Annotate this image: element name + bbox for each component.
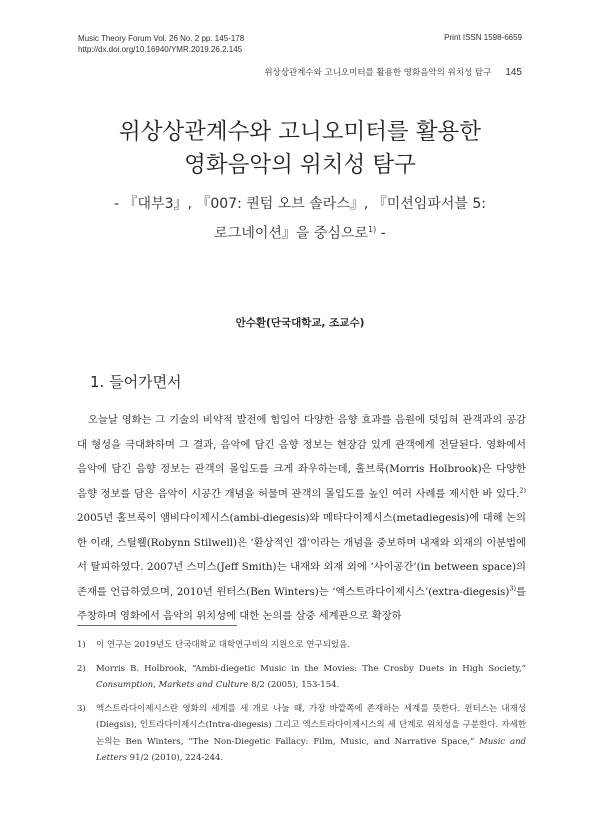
footnote-2	[77, 661, 526, 694]
doi-link[interactable]: http://dx.doi.org/10.16940/YMR.2019.26.2.145	[78, 45, 243, 54]
journal-info	[78, 33, 244, 55]
footnote-ref-1[interactable]: 1)	[367, 225, 377, 234]
title-line-1: 위상상관계수와 고니오미터를 활용한	[118, 119, 482, 145]
subtitle-line-2	[60, 217, 540, 247]
footnote-ref-3[interactable]: 3)	[509, 584, 517, 593]
subtitle-line-1: - 『대부3』, 『007: 퀀텀 오브 솔라스』, 『미션임파서블 5:	[114, 196, 486, 212]
footnotes	[77, 637, 526, 774]
body-text-part-1: 오늘날 영화는 그 기술의 비약적 발전에 힘입어 다양한 음향 효과를 음원에 덧입혀 관객과의 공감대 형성을 극대화하며 그 결과, 음악에 담긴 음향 정보는 현장감 있게 관객에게 전달된다. 영화에서 음악에 담긴 음향 정보는 관객의 몰입도를 크게 좌우하는데, 홀브룩(Morris Holbrook)은 다양한 음향 정보를 담은 음악이 시공간 개념을 허물며 관객의 몰입도를 높인 여러 사례를 제시한 바 있다.	[77, 414, 526, 500]
title-line-2: 영화음악의 위치성 탐구	[184, 152, 416, 178]
footnote-journal-title: Music and Letters	[96, 736, 526, 763]
issn-label: Print ISSN 1598-6659	[444, 33, 522, 42]
footnote-3	[77, 701, 526, 767]
running-title: 위상상관계수와 고니오미터를 활용한 영화음악의 위치성 탐구	[264, 68, 492, 78]
section-title: 들어가면서	[109, 373, 182, 391]
footnote-ref-2[interactable]: 2)	[519, 486, 526, 495]
subtitle-line-2-text: 로그네이션』을 중심으로	[214, 225, 368, 242]
journal-citation: Music Theory Forum Vol. 26 No. 2 pp. 145-178	[78, 34, 245, 43]
author-affiliation: 안수환(단국대학교, 조교수)	[235, 317, 365, 329]
page-number: 145	[505, 67, 522, 78]
section-number: 1.	[90, 373, 105, 391]
footnote-text-b: 91/2 (2010), 224-244.	[126, 753, 224, 763]
paper-subtitle	[60, 191, 540, 247]
footnote-text-a: Morris B. Holbrook, “Ambi-diegetic Music in the Movies: The Crosby Duets in High Society,”	[96, 663, 526, 674]
paper-title	[60, 116, 540, 182]
footnote-text	[96, 701, 526, 767]
footnote-text: 이 연구는 2019년도 단국대학교 대학연구비의 지원으로 연구되었음.	[96, 640, 351, 650]
footnote-text-b: 8/2 (2005), 153-154.	[248, 680, 340, 690]
body-paragraph	[77, 408, 526, 629]
footnote-number: 1)	[77, 640, 86, 650]
footnote-text	[96, 661, 526, 694]
footnote-text-a: 엑스트라다이제시스란 영화의 세계를 세 개로 나눌 때, 가장 바깥쪽에 존재하는 세계를 뜻한다. 윈터스는 내재성(Diegsis), 인트라다이제시스(Intra-diegesis) 그리고 엑스트라다이제시스의 세 단계로 위치성을 구분한다. 자세한 논의는 Ben Winters, “The Non-Diegetic Fallacy: Film, Music, and Narrative Space,”	[96, 703, 526, 747]
footnote-divider	[77, 625, 237, 626]
footnote-journal-title: Consumption, Markets and Culture	[96, 680, 249, 690]
running-header	[264, 66, 522, 78]
subtitle-line-2-end: -	[376, 225, 386, 242]
section-heading	[90, 371, 182, 392]
body-text-part-3: 를 주창하며 영화에서 음악의 위치성에 대한 논의를 삼중 세계관으로 확장하	[77, 585, 526, 622]
footnote-number: 3)	[77, 703, 86, 714]
footnote-1	[77, 637, 526, 654]
body-text	[77, 408, 526, 629]
footnote-number: 2)	[77, 663, 86, 674]
body-text-part-2: 2005년 홀브룩이 앰비다이제시스(ambi-diegesis)와 메타다이제시스(metadiegesis)에 대해 논의한 이래, 스틸웰(Robynn Stilwell)은 ‘환상적인 갭’이라는 개념을 중보하며 내재와 외재의 이분법에서 탈피하였다. 2007년 스미스(Jeff Smith)는 내재와 외재 외에 ‘사이공간’(in between space)의 존재를 언급하였으며, 2010년 윈터스(Ben Winters)는 ‘엑스트라다이제시스’(extra-diegesis)	[77, 512, 526, 598]
